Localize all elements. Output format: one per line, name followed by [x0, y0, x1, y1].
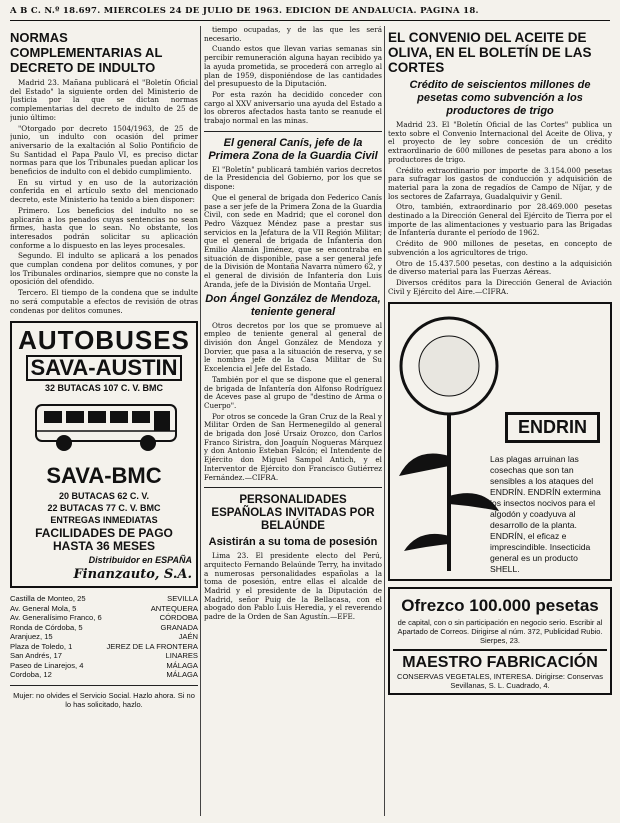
- ad-distributor-label: Distribuidor en ESPAÑA: [88, 555, 192, 566]
- column-divider: [200, 26, 201, 816]
- article-paragraph: Por otros se concede la Gran Cruz de la Real y Militar Orden de San Hermenegildo al general de brigada don José Ursaiz Orozco, don Carlos Franco Siristra, don Joaquín Nogueras Márquez y don Antonio Esteban Falcón; el Intendente de Ejército don Miguel Sampol Antich, y el Interventor de Ejército don Francisco Gutiérrez Fernández.—CIFRA.: [204, 411, 382, 482]
- article-paragraph: También por el que se dispone que el general de brigada de Infantería don Alfonso Rodríguez de Aceves pase al grupo de "destino de Arma o Cuerpo".: [204, 374, 382, 410]
- social-service-notice: Mujer: no olvides el Servicio Social. Hazlo ahora. Si no lo has solicitado, hazlo.: [13, 690, 195, 709]
- address-row: Aranjuez, 15 JAÉN: [10, 632, 198, 642]
- article-title-canis: El general Canís, jefe de la Primera Zona de la Guardia Civil: [208, 136, 378, 162]
- ofrezco-text: de capital, con o sin participación en negocio serio. Escribir al Apartado de Correos. Dirigirse al núm. 372, Publicidad Rubio. Sierpes, 23.: [397, 618, 603, 646]
- ad-spec: 22 BUTACAS 77 C. V. BMC: [47, 503, 161, 514]
- address-row: Ronda de Córdoba, 5 GRANADA: [10, 622, 198, 632]
- column-3: [388, 26, 612, 699]
- ad-brand: SAVA-AUSTIN: [26, 355, 182, 381]
- article-paragraph: Lima 23. El presidente electo del Perú, arquitecto Fernando Belaúnde Terry, ha invitado a numerosas personalidades españolas a la toma de posesión, entre ellas el alcalde de Madrid y el presidente de la Diputación de Madrid, señor Puig de la Bellacasa, con el abogado don Pablo Luis Heredia, y el reverendo padre de la Orden de San Agustín.—EFE.: [204, 551, 382, 622]
- article-paragraph: Tercero. El tiempo de la condena que se indulte no será computable a efectos de revisión de otras condenas por delitos comunes.: [10, 288, 198, 315]
- address-row: San Andrés, 17 LINARES: [10, 651, 198, 661]
- ad-immediate: ENTREGAS INMEDIATAS: [50, 515, 158, 526]
- ad-terms: FACILIDADES DE PAGO HASTA 36 MESES: [35, 526, 173, 554]
- endrin-logo: ENDRIN: [505, 412, 600, 443]
- address-list: [10, 594, 198, 680]
- article-paragraph: Cuando estos que llevan varias semanas sin percibir remuneración alguna hayan recibido ya la ayuda prometida, se procederá con arreglo al plan de 1959, disponiéndose de las cantidades del presupuesto de la Diputación.: [204, 44, 382, 89]
- article-paragraph: Por esta razón ha decidido conceder con cargo al XXV aniversario una ayuda del Estado a los obreros afectados hasta tanto se reanude el trabajo normal en las minas.: [204, 89, 382, 126]
- sava-bus-ad: [10, 321, 198, 588]
- article-paragraph: Otros decretos por los que se promueve al empleo de teniente general al general de división don Ángel González de Mendoza y Dorvier, que pasa a la situación de reserva, y se le nombra jefe de la Casa Militar de Su Excelencia el Jefe del Estado.: [204, 320, 382, 374]
- address-row: Av. Generalísimo Franco, 6 CÓRDOBA: [10, 613, 198, 623]
- ofrezco-title: Ofrezco 100.000 pesetas: [401, 596, 599, 616]
- ofrezco-ad: [388, 587, 612, 695]
- address-row: Plaza de Toledo, 1 JEREZ DE LA FRONTERA: [10, 641, 198, 651]
- address-row: Castilla de Monteo, 25 SEVILLA: [10, 594, 198, 604]
- article-paragraph: Otro de 15.437.500 pesetas, con destino a la adquisición de diverso material para las Fuerzas Aéreas.: [388, 258, 612, 277]
- article-title-indulto: NORMAS COMPLEMENTARIAS AL DECRETO DE INDULTO: [10, 30, 163, 75]
- column-2: [204, 26, 382, 624]
- article-paragraph: "Otorgado por decreto 1504/1963, de 25 de junio, un indulto con ocasión del primer aniversario de la exaltación al Solio Pontificio de Su Santidad el Papa Paulo VI, es preciso dictar normas para que los Tribunales puedan aplicar los beneficios de indulto con el debido cumplimiento.: [10, 123, 198, 177]
- article-paragraph: Segundo. El indulto se aplicará a los penados que cumplan condena por delitos comunes, y por los Tribunales ordinarios, siempre que no conste la oposición del ofendido.: [10, 251, 198, 287]
- article-paragraph: En su virtud y en uso de la autorización conferida en el artículo sexto del mencionado decreto, este Ministerio ha tenido a bien disponer:: [10, 177, 198, 205]
- address-row: Cordoba, 12 MÁLAGA: [10, 670, 198, 680]
- address-row: Paseo de Linarejos, 4 MÁLAGA: [10, 660, 198, 670]
- article-paragraph: Primero. Los beneficios del indulto no se aplicarán a los penados cuyas sentencias no sean firmes, hasta que lo sean. No obstante, los interesados podrán solicitar su aplicación conforme a lo dispuesto en las leyes procesales.: [10, 205, 198, 250]
- article-title-belaunde: PERSONALIDADES ESPAÑOLAS INVITADAS POR BELAÚNDE: [211, 494, 375, 533]
- article-paragraph: Crédito extraordinario por importe de 3.154.000 pesetas para sufragar los gastos de conducción y adquisición de material para la zona de regadíos de Campo de Níjar, y de los sectores de Zafarraya, Guadalquivir y Genil.: [388, 165, 612, 201]
- ad-spec: 20 BUTACAS 62 C. V.: [58, 491, 150, 502]
- maestro-title: MAESTRO FABRICACIÓN: [393, 649, 607, 672]
- address-row: Av. General Mola, 5 ANTEQUERA: [10, 603, 198, 613]
- article-paragraph: El "Boletín" publicará también varios decretos de la Presidencia del Gobierno, por los que se dispone:: [204, 164, 382, 192]
- article-title-aceite: EL CONVENIO DEL ACEITE DE OLIVA, EN EL BOLETÍN DE LAS CORTES: [388, 30, 592, 75]
- ad-spec: 32 BUTACAS 107 C. V. BMC: [44, 383, 164, 394]
- cotton-plant-illustration: [394, 306, 504, 576]
- article-paragraph: Que el general de brigada don Federico Canís pase a ser jefe de la Primera Zona de la Guardia Civil, con sede en Madrid; que el coronel don Pedro Vázquez Méndez pase a prestar sus servicios en la Jefatura de la VII Región Militar; que el general de brigada de Infantería don Emilio Alamán Jiménez, que se encontraba en situación de disponible, pase a ser general jefe de la División de Montaña Navarra número 62, y el general de división de Infantería don Luis Aranda, jefe de la División de Montaña Urgel.: [204, 192, 382, 289]
- article-paragraph: Madrid 23. Mañana publicará el "Boletín Oficial del Estado" la siguiente orden del Ministerio de Justicia por la que se dictan normas complementarias del decreto de indulto de 25 de junio último:: [10, 78, 198, 122]
- column-1: [10, 26, 198, 709]
- article-paragraph: Crédito de 900 millones de pesetas, en concepto de subvención a los agricultores de trigo.: [388, 239, 612, 257]
- endrin-text: Las plagas arruinan las cosechas que son tan sensibles a los ataques del ENDRÍN. ENDRÍN extermina los insectos nocivos para el algodón y coadyuva al desarrollo de la planta. ENDRÍN, el eficaz e imprescindible. Insecticida general es un producto SHELL.: [490, 454, 601, 575]
- page-header: A B C. N.º 18.697. MIÉRCOLES 24 DE JULIO DE 1963. EDICIÓN DE ANDALUCÍA. PÁGINA 18.: [10, 6, 610, 21]
- article-paragraph: tiempo ocupadas, y de las que les será necesario.: [204, 26, 382, 43]
- article-paragraph: Madrid 23. El "Boletín Oficial de las Cortes" publica un texto sobre el Convenio Internacional del Aceite de Oliva, y el proyecto de ley sobre concesión de un crédito extraordinario de 600 millones de pesetas para abono a los productores de trigo.: [388, 120, 612, 164]
- ad-distributor-name: Finanzauto, S.A.: [73, 567, 192, 583]
- maestro-text: CONSERVAS VEGETALES, INTERESA. Dirigirse: Conservas Sevillanas, S. L. Cuadrado, 4.: [397, 672, 603, 691]
- article-paragraph: Diversos créditos para la Dirección General de Aviación Civil y Ejército del Aire.—CIFRA.: [388, 277, 612, 296]
- article-subtitle-aceite: Crédito de seiscientos millones de pesetas como subvención a los productores de trigo: [409, 79, 591, 117]
- article-subtitle-belaunde: Asistirán a su toma de posesión: [208, 536, 378, 549]
- endrin-ad: [388, 302, 612, 581]
- ad-title: AUTOBUSES: [18, 325, 190, 356]
- article-title-mendoza: Don Ángel González de Mendoza, teniente general: [205, 292, 381, 318]
- column-divider: [384, 26, 385, 816]
- bus-illustration: [16, 395, 192, 457]
- article-paragraph: Otro, también, extraordinario por 28.469.000 pesetas destinado a la Dirección General del Ejército de Tierra por el importe de las alimentaciones y vestuario para las Brigadas de Infantería durante el período de 1962.: [388, 202, 612, 238]
- ad-brand-2: SAVA-BMC: [46, 463, 162, 489]
